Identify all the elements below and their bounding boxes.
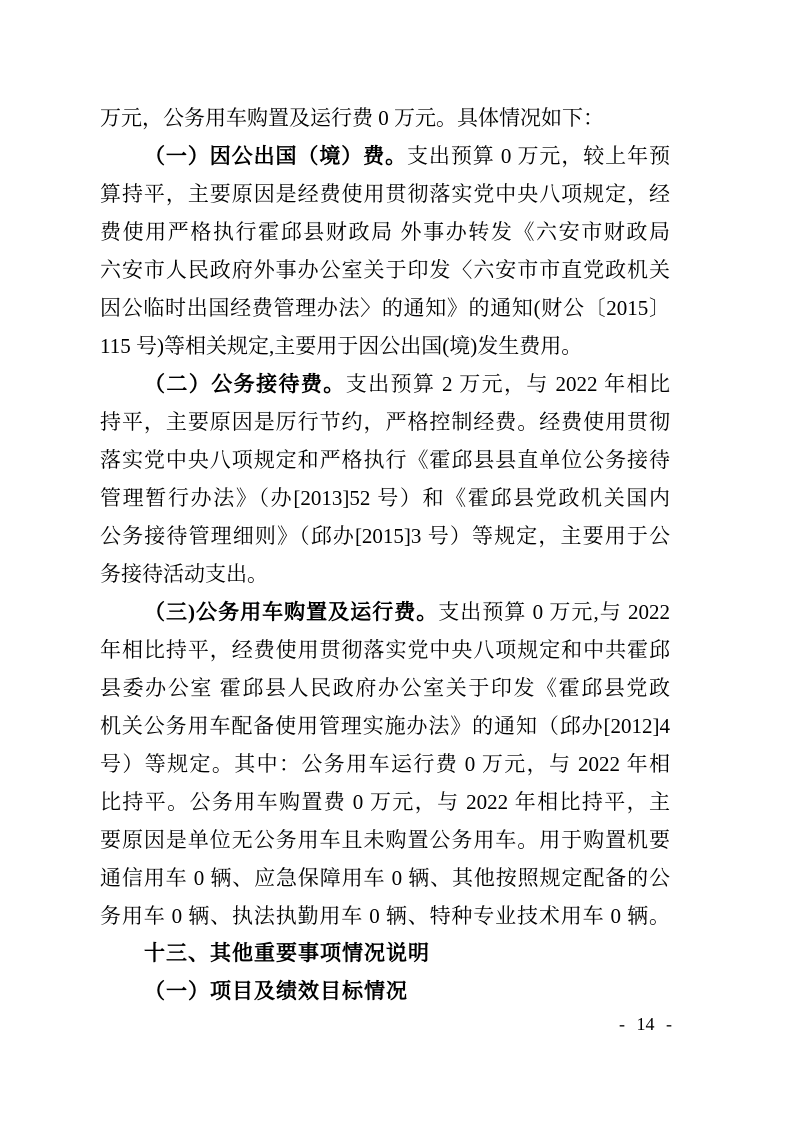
- line-text: 因公临时出国经费管理办法〉的通知》的通知(财公〔2015〕: [100, 296, 670, 320]
- line-text: 115 号)等相关规定,主要用于因公出国(境)发生费用。: [100, 334, 583, 358]
- line-text: 持平，主要原因是厉行节约，严格控制经费。经费使用贯彻: [100, 410, 670, 434]
- section-heading-13-1: [100, 973, 670, 1011]
- text-line: [100, 669, 670, 707]
- text-line: [100, 555, 670, 593]
- line-text: 算持平，主要原因是经费使用贯彻落实党中央八项规定，经: [100, 182, 670, 206]
- line-text: 务用车 0 辆、执法执勤用车 0 辆、特种专业技术用车 0 辆。: [100, 904, 670, 928]
- text-line: [100, 289, 670, 327]
- line-text: 公务接待管理细则》（邱办[2015]3 号）等规定，主要用于公: [100, 524, 670, 548]
- line-text: 支出预算 2 万元，与 2022 年相比: [345, 372, 670, 396]
- line-text: 支出预算 0 万元，较上年预: [407, 144, 670, 168]
- line-text: 务接待活动支出。: [100, 562, 268, 586]
- text-line: [100, 441, 670, 479]
- heading-text: （一）项目及绩效目标情况: [144, 980, 408, 1003]
- text-line: [100, 479, 670, 517]
- text-line: [100, 783, 670, 821]
- text-line: [100, 859, 670, 897]
- line-text: 比持平。公务用车购置费 0 万元，与 2022 年相比持平，主: [100, 790, 670, 814]
- text-line: [100, 327, 670, 365]
- line-text: 万元，公务用车购置及运行费 0 万元。具体情况如下：: [100, 106, 604, 130]
- line-text: 支出预算 0 万元,与 2022: [438, 600, 670, 624]
- text-line: [100, 403, 670, 441]
- section-heading-13: [100, 935, 670, 973]
- document-body: [100, 99, 670, 1011]
- text-line: [100, 251, 670, 289]
- line-text: 通信用车 0 辆、应急保障用车 0 辆、其他按照规定配备的公: [100, 866, 670, 890]
- text-line: [100, 175, 670, 213]
- line-text: 要原因是单位无公务用车且未购置公务用车。用于购置机要: [100, 828, 670, 852]
- section-title-bold: （一）因公出国（境）费。: [144, 144, 407, 168]
- text-line: [100, 631, 670, 669]
- page-number: - 14 -: [619, 1014, 672, 1034]
- section-title-bold: （三)公务用车购置及运行费。: [144, 600, 439, 624]
- line-text: 六安市人民政府外事办公室关于印发〈六安市市直党政机关: [100, 258, 670, 282]
- line-text: 落实党中央八项规定和严格执行《霍邱县县直单位公务接待: [100, 448, 670, 472]
- line-text: 管理暂行办法》（办[2013]52 号）和《霍邱县党政机关国内: [100, 486, 670, 510]
- line-text: 号）等规定。其中：公务用车运行费 0 万元，与 2022 年相: [100, 752, 670, 776]
- text-line: [100, 821, 670, 859]
- heading-text: 十三、其他重要事项情况说明: [144, 942, 430, 965]
- text-line: [100, 593, 670, 631]
- line-text: 县委办公室 霍邱县人民政府办公室关于印发《霍邱县党政: [100, 676, 670, 700]
- text-line: [100, 897, 670, 935]
- text-line: [100, 707, 670, 745]
- text-line: [100, 365, 670, 403]
- line-text: 年相比持平，经费使用贯彻落实党中央八项规定和中共霍邱: [100, 638, 670, 662]
- line-text: 机关公务用车配备使用管理实施办法》的通知（邱办[2012]4: [100, 714, 670, 738]
- text-line: [100, 745, 670, 783]
- section-title-bold: （二）公务接待费。: [144, 372, 346, 396]
- text-line: [100, 99, 670, 137]
- line-text: 费使用严格执行霍邱县财政局 外事办转发《六安市财政局: [100, 220, 670, 244]
- text-line: [100, 213, 670, 251]
- text-line: [100, 517, 670, 555]
- text-line: [100, 137, 670, 175]
